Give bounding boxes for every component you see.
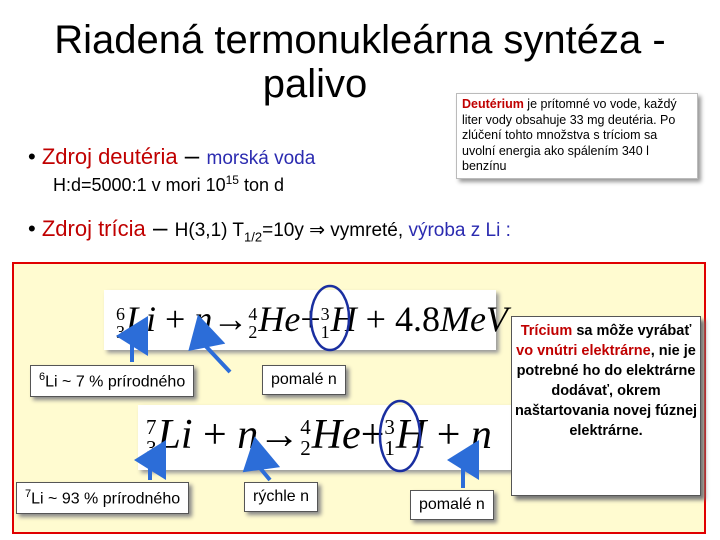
fast-neutron-label: rýchle n	[244, 482, 318, 512]
dash: –	[145, 212, 175, 242]
h3-symbol: H	[395, 412, 427, 458]
plus: +	[192, 412, 238, 458]
li6-symbol: Li	[126, 299, 157, 339]
tritium-formula: H(3,1) T	[174, 220, 245, 241]
side-inside-plant: vo vnútri elektrárne	[516, 343, 651, 359]
deuterium-ratio	[53, 173, 284, 196]
deuterium-note	[456, 93, 698, 179]
note-highlight: Deutérium	[462, 97, 524, 111]
ratio-unit: ton d	[238, 175, 285, 195]
bullet-marker: •	[28, 216, 36, 241]
slow-neutron-label-2: pomalé n	[410, 490, 494, 520]
neutron: n	[237, 412, 259, 458]
dash: –	[177, 140, 207, 170]
li7-isotope: 7 3	[146, 415, 157, 461]
note-text: je prítomné vo vode, každý liter vody obsahuje 33 mg deutéria. Po zlúčení tohto množstva s tríciom sa uvolní energia ako spálením 340 l benzínu	[462, 97, 677, 173]
ratio-exponent: 15	[225, 173, 239, 187]
energy-unit: MeV	[439, 299, 508, 339]
deuterium-source-rest: morská voda	[206, 148, 316, 169]
he-isotope: 4 2	[248, 303, 258, 342]
li6-isotope: 6 3	[116, 303, 125, 342]
lithium-production-text: výroba z Li :	[408, 220, 511, 241]
he-symbol: He	[311, 412, 361, 458]
reaction-li7	[138, 405, 521, 470]
side-text-1: sa môže vyrábať	[572, 323, 692, 339]
title-line-2: palivo	[262, 62, 368, 106]
bullet-tritium-source	[28, 212, 511, 244]
side-tritium: Trícium	[520, 323, 573, 339]
he-isotope: 4 2	[300, 415, 311, 461]
li7-abundance-label: $^7$Li ~ 93 % prírodného	[16, 482, 189, 514]
h3-isotope: 3 1	[384, 415, 395, 461]
he-symbol: He	[258, 299, 301, 339]
li6-abundance-label: $^6$Li ~ 7 % prírodného	[30, 365, 194, 397]
neutron-out: n	[470, 412, 492, 458]
li7-symbol: Li	[157, 412, 193, 458]
plus: +	[360, 412, 385, 458]
energy-value: + 4.8	[356, 299, 440, 339]
arrow-symbol: →	[212, 299, 249, 339]
arrow-symbol: →	[258, 412, 301, 458]
tritium-decay-text: =10y ⇒ vymreté,	[262, 220, 409, 241]
deuterium-source-lead: Zdroj deutéria	[41, 144, 178, 169]
reaction-li6	[104, 290, 508, 350]
neutron: n	[194, 299, 213, 339]
side-text-2: , nie je potrebné ho do elektrárne dodávať, okrem naštartovania novej fúznej elektrárne.	[514, 343, 698, 439]
half-life-subscript: 1/2	[244, 229, 263, 245]
plus: +	[156, 299, 195, 339]
slow-neutron-label-1: pomalé n	[262, 365, 346, 395]
ratio-text: H:d=5000:1 v mori 10	[53, 175, 226, 195]
h3-symbol: H	[330, 299, 357, 339]
bullet-marker: •	[28, 144, 36, 169]
tritium-source-lead: Zdroj trícia	[41, 216, 146, 241]
bullet-deuterium-source	[28, 140, 315, 171]
plus: +	[426, 412, 471, 458]
h3-isotope: 3 1	[320, 303, 330, 342]
plus: +	[300, 299, 321, 339]
tritium-production-note	[511, 316, 701, 496]
title-line-1: Riadená termonukleárna syntéza -	[54, 18, 666, 62]
